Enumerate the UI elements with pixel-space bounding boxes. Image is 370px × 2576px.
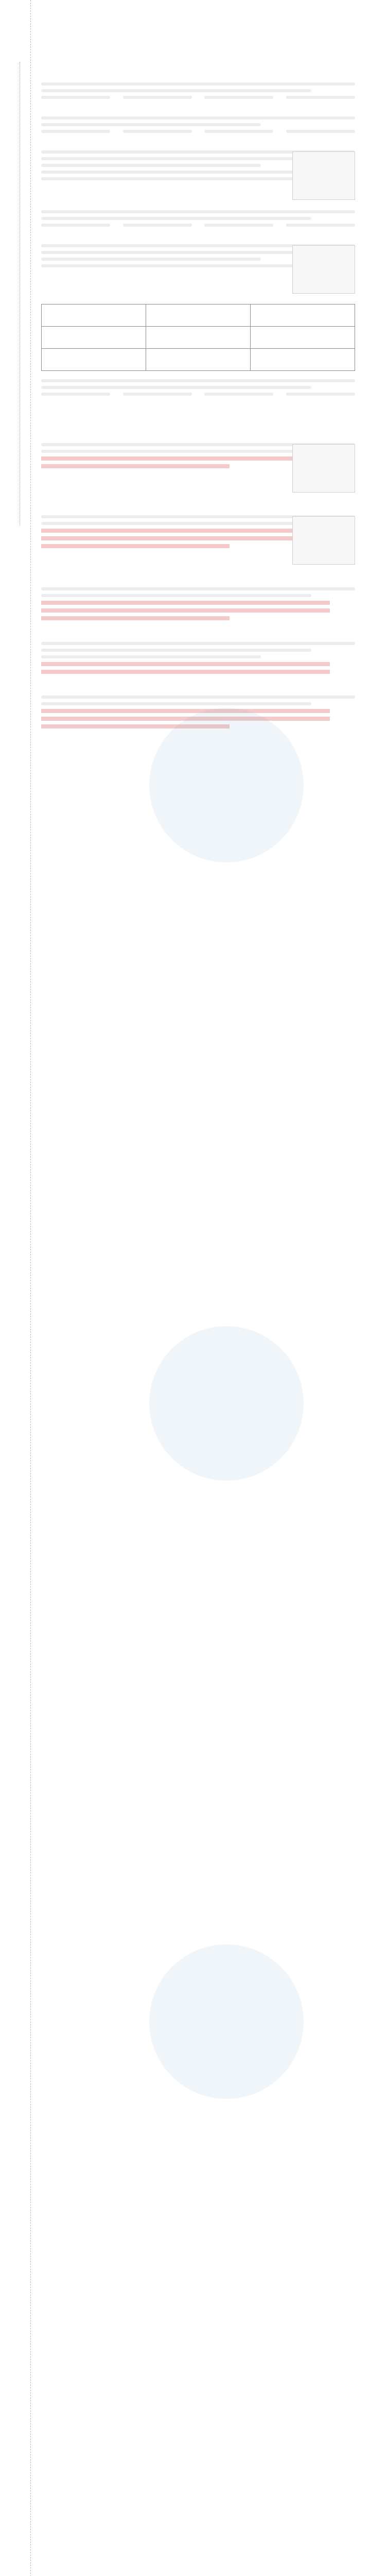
answer-highlight (41, 616, 230, 620)
option-b (123, 96, 192, 99)
volume-one-label (41, 53, 355, 63)
watermark-logo (103, 579, 350, 2228)
answer-highlight (41, 464, 230, 468)
table-cell (251, 349, 355, 371)
question-item (41, 443, 355, 496)
answer-highlight (41, 536, 330, 540)
section-choice-head (41, 70, 355, 78)
question-text (41, 82, 355, 86)
question-item (41, 210, 355, 237)
question-text (41, 379, 355, 382)
question-item (41, 150, 355, 203)
answer-options (41, 96, 355, 99)
table-cell (146, 349, 251, 371)
answer-highlight (41, 724, 230, 728)
photo-icon (292, 151, 355, 200)
question-text (41, 696, 355, 699)
option-c (204, 224, 273, 227)
answer-highlight (41, 456, 330, 461)
question-text (41, 649, 311, 652)
table-row (42, 304, 355, 327)
answer-options (41, 130, 355, 133)
question-text (41, 386, 311, 389)
option-a (41, 224, 110, 227)
question-item (41, 515, 355, 568)
question-text (41, 594, 311, 597)
section-short-head (41, 503, 355, 511)
option-a (41, 393, 110, 396)
table-cell (42, 349, 146, 371)
question-text (41, 157, 311, 160)
question-text (41, 89, 311, 92)
question-item (41, 379, 355, 406)
question-text (41, 210, 355, 213)
table-row (42, 349, 355, 371)
question-item (41, 696, 355, 728)
answer-highlight (41, 709, 330, 713)
option-d (286, 96, 355, 99)
option-b (123, 393, 192, 396)
material-block-title (41, 683, 355, 691)
option-b (123, 130, 192, 133)
option-a (41, 96, 110, 99)
option-c (204, 130, 273, 133)
answer-highlight (41, 670, 330, 674)
option-a (41, 130, 110, 133)
exam-subject (41, 32, 355, 47)
question-item (41, 587, 355, 620)
binding-strip (0, 0, 31, 2576)
volume-two-label (41, 413, 355, 423)
answer-highlight (41, 529, 330, 533)
question-text (41, 642, 355, 645)
table-cell (251, 327, 355, 349)
answer-highlight (41, 608, 330, 613)
exam-paper (41, 12, 355, 2576)
question-text (41, 123, 261, 126)
photo-icon (292, 245, 355, 294)
photo-icon (292, 516, 355, 565)
table-cell (251, 304, 355, 327)
option-c (204, 96, 273, 99)
answer-highlight (41, 601, 330, 605)
photo-icon (292, 444, 355, 493)
answer-highlight (41, 662, 330, 666)
material-block-title (41, 630, 355, 638)
question-item (41, 244, 355, 297)
question-item (41, 116, 355, 143)
question-text (41, 450, 311, 453)
question-text (41, 655, 261, 658)
table-cell (146, 304, 251, 327)
question-text (41, 171, 311, 174)
answer-highlight (41, 544, 230, 548)
answer-highlight (41, 717, 330, 721)
answer-options (41, 393, 355, 396)
table-cell (42, 327, 146, 349)
section-practice-head (41, 431, 355, 439)
option-b (123, 224, 192, 227)
question-text (41, 258, 261, 261)
option-d (286, 130, 355, 133)
question-text (41, 251, 311, 254)
option-c (204, 393, 273, 396)
table-cell (146, 327, 251, 349)
question-text (41, 217, 311, 220)
question-text (41, 587, 355, 590)
question-table (41, 304, 355, 371)
table-cell (42, 304, 146, 327)
exam-title (41, 15, 355, 29)
section-compre-head (41, 575, 355, 583)
option-d (286, 393, 355, 396)
question-text (41, 164, 261, 167)
question-item (41, 82, 355, 109)
question-item (41, 642, 355, 674)
question-text (41, 522, 311, 525)
option-d (286, 224, 355, 227)
question-text (41, 116, 355, 120)
table-row (42, 327, 355, 349)
question-text (41, 702, 311, 705)
answer-options (41, 224, 355, 227)
